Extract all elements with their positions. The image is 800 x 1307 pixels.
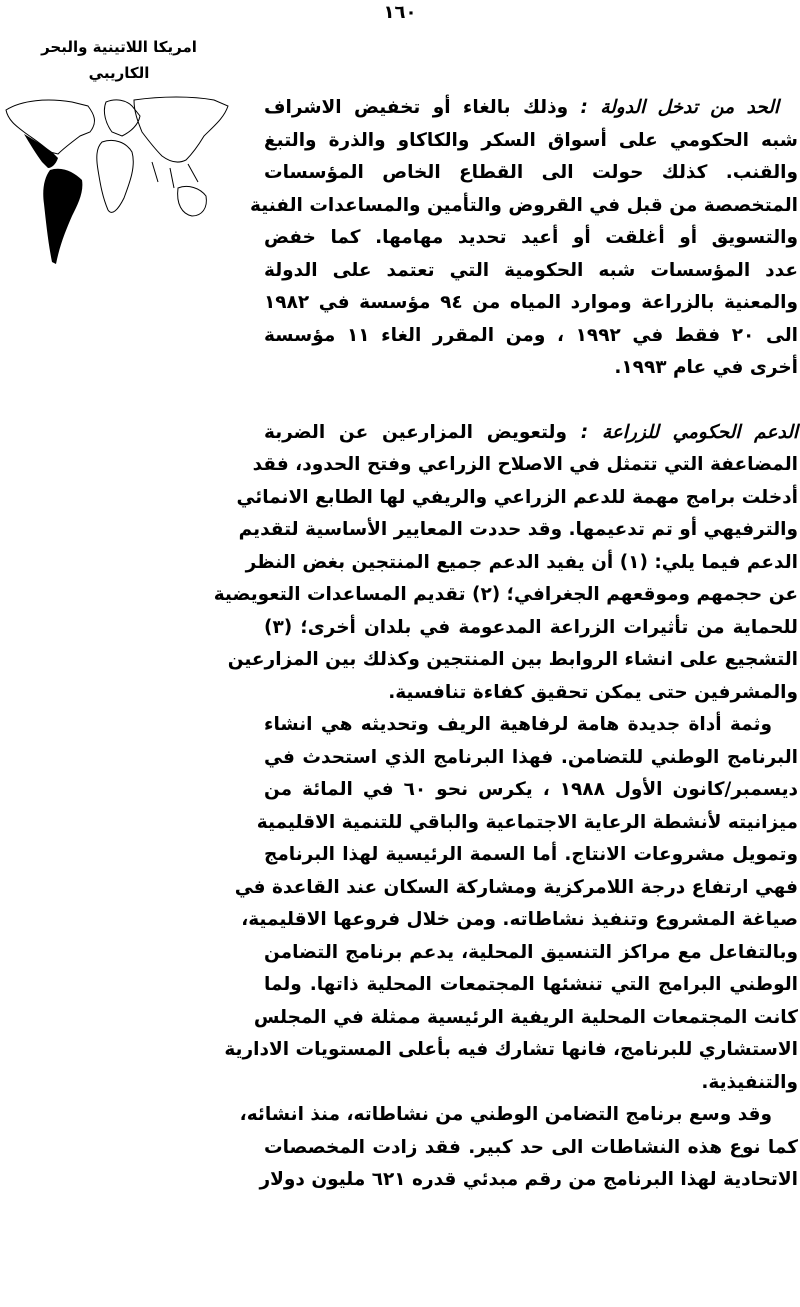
text-line: وبالتفاعل مع مراكز التنسيق المحلية، يدعم برنامج التضامن (264, 941, 798, 963)
text-line: الوطني البرامج التي تنشئها المجتمعات المحلية ذاتها. ولما (264, 974, 798, 995)
text-line: للحماية من تأثيرات الزراعة المدعومة في بلدان أخرى؛ (٣) (264, 616, 798, 638)
text-line: ميزانيته لأنشطة الرعاية الاجتماعية والباقي للتنمية الاقليمية (256, 811, 798, 833)
text-line: عدد المؤسسات شبه الحكومية التي تعتمد على الدولة (264, 259, 798, 281)
text-line: المتخصصة من قبل في القروض والتأمين والمساعدات الفنية (249, 194, 798, 216)
paragraph-solidarity-program (224, 709, 799, 1099)
text-line: البرنامج الوطني للتضامن. فهذا البرنامج الذي استحدث في (264, 746, 798, 768)
text-line: والمعنية بالزراعة وموارد المياه من ٩٤ مؤسسة في ١٩٨٢ (264, 292, 798, 313)
sidebar-title-line2: الكاريبي (88, 64, 150, 82)
text-line: أخرى في عام ١٩٩٣. (614, 357, 798, 378)
text-line: الى ٢٠ فقط في ١٩٩٢ ، ومن المقرر الغاء ١١ مؤسسة (264, 324, 798, 346)
text-line: ديسمبر/كانون الأول ١٩٨٨ ، يكرس نحو ٦٠ في المائة من (264, 779, 799, 800)
text-line: وثمة أداة جديدة هامة لرفاهية الريف وتحديثه هي انشاء (264, 714, 772, 735)
text-line: صياغة المشروع وتنفيذ نشاطاته. ومن خلال فروعها الاقليمية، (241, 909, 798, 930)
text-line: عن حجمهم وموقعهم الجغرافي؛ (٢) تقديم المساعدات التعويضية (213, 584, 798, 605)
text-line: المضاعفة التي تتمثل في الاصلاح الزراعي وفتح الحدود، فقد (252, 454, 798, 475)
world-map-icon (2, 92, 234, 272)
text-line: والمشرفين حتى يمكن تحقيق كفاءة تنافسية. (388, 681, 798, 703)
text-line (264, 417, 798, 450)
text-line: كما نوع هذه النشاطات الى حد كبير. فقد زادت المخصصات (264, 1136, 798, 1158)
text-line: والقنب. كذلك حولت الى القطاع الخاص المؤسسات (264, 162, 798, 183)
line-text: ولتعويض المزارعين عن الضربة (264, 421, 567, 443)
paragraph-program-expansion (239, 1099, 798, 1197)
main-text-column (213, 92, 799, 1197)
text-line: فهي ارتفاع درجة اللامركزية ومشاركة السكان عند القاعدة في (234, 876, 798, 898)
text-line: والتسويق أو أغلقت أو أعيد تحديد مهامها. كما خفض (264, 227, 798, 248)
section-lead-term: الحد من تدخل الدولة : (580, 97, 779, 118)
text-line: والتنفيذية. (701, 1071, 798, 1093)
sidebar-title (0, 34, 238, 86)
text-line: التشجيع على انشاء الروابط بين المنتجين وكذلك بين المزارعين (227, 649, 798, 670)
text-line: وتمويل مشروعات الانتاج. أما السمة الرئيسية لهذا البرنامج (264, 844, 798, 865)
text-line: أدخلت برامج مهمة للدعم الزراعي والريفي لها الطابع الانمائي (236, 486, 798, 508)
text-line: الاتحادية لهذا البرنامج من رقم مبدئي قدره ٦٢١ مليون دولار (259, 1169, 798, 1190)
text-line: الاستشاري للبرنامج، فانها تشارك فيه بأعلى المستويات الادارية (224, 1039, 798, 1060)
text-line: كانت المجتمعات المحلية الريفية الرئيسية ممثلة في المجلس (253, 1006, 798, 1028)
section-agricultural-support (213, 417, 798, 710)
sidebar-title-line1: امريكا اللاتينية والبحر (41, 38, 197, 56)
text-line: الدعم فيما يلي: (١) أن يفيد الدعم جميع المنتجين بغض النظر (245, 551, 798, 573)
line-text: وذلك بالغاء أو تخفيض الاشراف (264, 97, 569, 118)
text-line: شبه الحكومي على أسواق السكر والكاكاو والذرة والتبغ (264, 129, 798, 151)
text-line (264, 92, 798, 125)
section-state-intervention (249, 92, 798, 385)
section-lead-term: الدعم الحكومي للزراعة : (580, 421, 798, 443)
text-line: والترفيهي أو تم تدعيمها. وقد حددت المعايير الأساسية لتقديم (238, 519, 798, 540)
text-line: وقد وسع برنامج التضامن الوطني من نشاطاته، منذ انشائه، (239, 1104, 772, 1125)
page-number: ١٦٠ (383, 2, 417, 23)
